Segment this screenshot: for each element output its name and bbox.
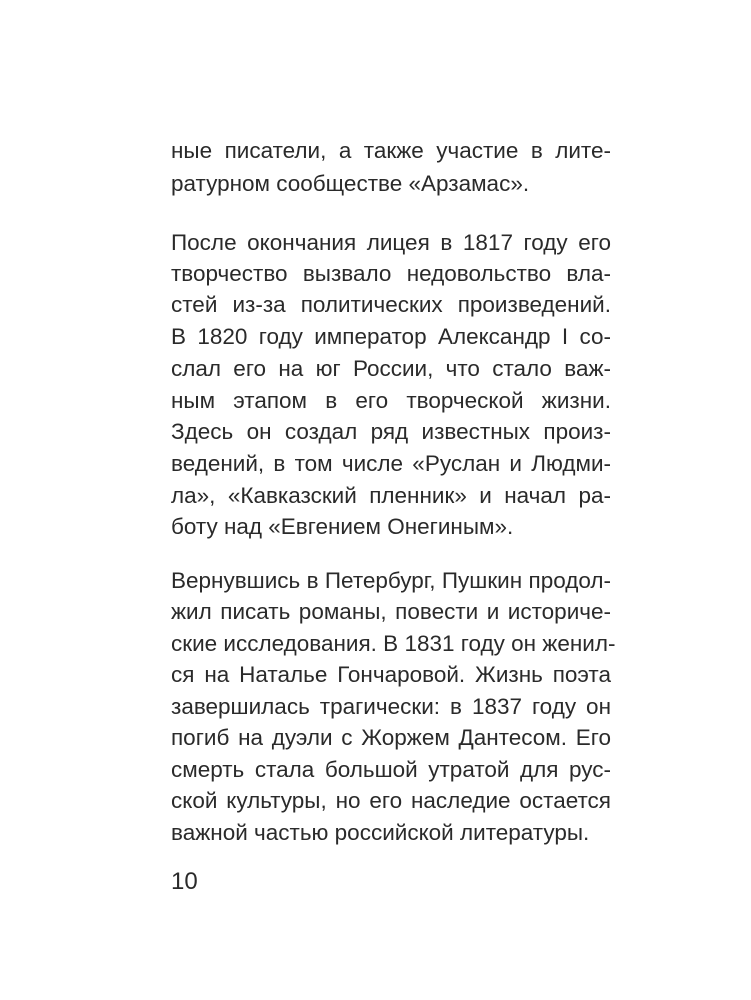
text-line: творчество вызвало недовольство вла- <box>171 261 611 286</box>
text-line: ным этапом в его творческой жизни. <box>171 388 611 413</box>
text-line: ратурном сообществе «Арзамас». <box>171 171 530 196</box>
text-line: боту над «Евгением Онегиным». <box>171 514 514 539</box>
text-line: завершилась трагически: в 1837 году он <box>171 694 611 719</box>
text-line: Здесь он создал ряд известных произ- <box>171 419 611 444</box>
text-line: ла», «Кавказский пленник» и начал ра- <box>171 483 611 508</box>
text-line: жил писать романы, повести и историче- <box>171 599 611 624</box>
text-line: ведений, в том числе «Руслан и Людми- <box>171 451 611 476</box>
text-line: стей из-за политических произведений. <box>171 292 611 317</box>
text-line: ские исследования. В 1831 году он женил- <box>171 631 616 656</box>
page-number: 10 <box>171 868 198 895</box>
text-line: погиб на дуэли с Жоржем Дантесом. Его <box>171 725 611 750</box>
text-line: ся на Наталье Гончаровой. Жизнь поэта <box>171 662 611 687</box>
text-line: В 1820 году император Александр I со- <box>171 324 611 349</box>
text-line: После окончания лицея в 1817 году его <box>171 230 611 255</box>
text-line: ской культуры, но его наследие остается <box>171 788 611 813</box>
text-line: Вернувшись в Петербург, Пушкин продол- <box>171 568 611 593</box>
text-line: слал его на юг России, что стало важ- <box>171 356 611 381</box>
text-line: важной частью российской литературы. <box>171 820 590 845</box>
text-line: ные писатели, а также участие в лите- <box>171 138 611 163</box>
text-line: смерть стала большой утратой для рус- <box>171 757 611 782</box>
